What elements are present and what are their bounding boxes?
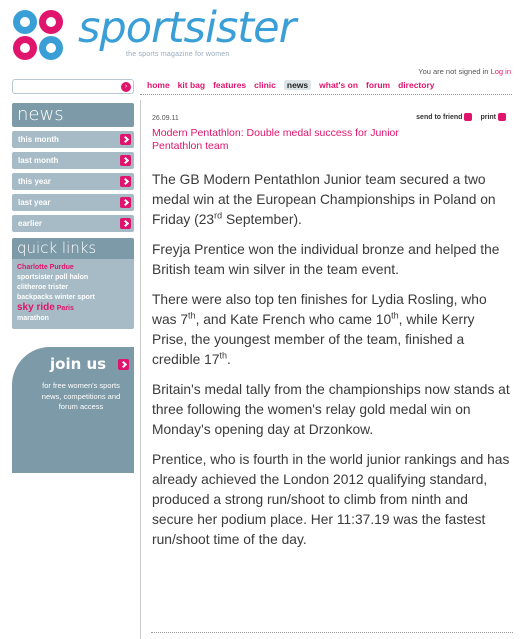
signin-status <box>418 67 511 76</box>
sidebar-title: news <box>12 103 134 127</box>
quick-links-title: quick links <box>12 238 134 259</box>
article-panel <box>140 100 514 639</box>
superscript: th <box>188 310 196 321</box>
nav-features[interactable]: features <box>213 80 247 90</box>
print-button[interactable] <box>480 113 506 121</box>
arrow-icon <box>120 197 131 208</box>
quick-link[interactable]: Charlotte Purdue <box>17 264 74 271</box>
sidebar-item-last-month[interactable] <box>12 152 134 169</box>
quick-link-sky-ride[interactable]: sky ride <box>17 302 55 313</box>
text: , and Kate French who came 10 <box>195 312 392 327</box>
search-input[interactable] <box>12 79 134 94</box>
site-tagline: the sports magazine for women <box>126 51 230 58</box>
text: There were also top ten finishes for Lydia Rosling, who was 7 <box>152 292 487 327</box>
article-date: 26.09.11 <box>152 115 179 122</box>
sidebar-item-label: last year <box>18 198 51 207</box>
quick-link-paris[interactable]: Paris <box>56 305 74 312</box>
sidebar-item-label: earlier <box>18 219 43 228</box>
quick-links-list <box>12 259 134 329</box>
sidebar-item-label: this month <box>18 135 59 144</box>
search-go-icon[interactable]: › <box>121 82 131 92</box>
article-headline: Modern Pentathlon: Double medal success for Junior Pentathlon team <box>152 127 399 152</box>
superscript: rd <box>214 210 223 221</box>
quick-link-marathon[interactable]: marathon <box>17 315 49 322</box>
sidebar-item-earlier[interactable] <box>12 215 134 232</box>
join-us-panel[interactable] <box>12 347 134 473</box>
site-logo[interactable] <box>8 5 308 67</box>
sidebar-item-label: last month <box>18 156 59 165</box>
superscript: th <box>391 310 399 321</box>
nav-news[interactable]: news <box>284 80 311 90</box>
logo-wordmark: sportsister <box>78 3 296 53</box>
join-us-text: for free women's sports news, competitions and forum access <box>41 381 121 411</box>
print-label: print <box>480 113 496 121</box>
arrow-icon <box>120 155 131 166</box>
nav-divider <box>140 94 512 95</box>
quick-link[interactable]: sportsister poll halon <box>17 274 89 281</box>
article-paragraph: Freyja Prentice won the individual bronze and helped the British team win silver in the team event. <box>152 242 500 277</box>
sidebar <box>12 103 134 329</box>
nav-home[interactable]: home <box>147 80 170 90</box>
article-paragraph <box>152 290 510 370</box>
sidebar-item-last-year[interactable] <box>12 194 134 211</box>
nav-kit-bag[interactable]: kit bag <box>177 80 206 90</box>
article-paragraph: Britain's medal tally from the championships now stands at three following the women's relay gold medal win on Monday's opening day at Drzonkow. <box>152 382 510 437</box>
send-to-friend-label: send to friend <box>416 113 463 121</box>
signin-status-text: You are not signed in <box>418 67 489 76</box>
send-to-friend-button[interactable] <box>416 113 472 121</box>
nav-whats-on[interactable]: what's on <box>319 80 359 90</box>
login-link[interactable]: Log in <box>490 67 511 76</box>
print-icon <box>498 113 506 121</box>
nav-clinic[interactable]: clinic <box>254 80 276 90</box>
nav-forum[interactable]: forum <box>366 80 391 90</box>
mail-icon <box>464 113 472 121</box>
article-paragraph <box>152 170 510 230</box>
article-tools <box>416 113 506 121</box>
arrow-icon <box>118 359 129 370</box>
arrow-icon <box>120 218 131 229</box>
join-us-title: join us <box>50 355 107 373</box>
footer-divider <box>151 632 513 633</box>
text: September). <box>222 212 302 227</box>
flower-logo-icon <box>8 7 68 63</box>
nav-directory[interactable]: directory <box>398 80 435 90</box>
superscript: th <box>219 350 228 361</box>
text: , while Kerry Prise, the youngest member of the team, finished a credible 17 <box>152 312 475 367</box>
arrow-icon <box>120 134 131 145</box>
article-paragraph: Prentice, who is fourth in the world junior rankings and has already achieved the London 2012 qualifying standard, produced a strong run/shoot to climb from ninth and secure her podium place. Her 11:37.19 was the fastest run/shoot time of the day. <box>152 452 510 547</box>
sidebar-item-this-year[interactable] <box>12 173 134 190</box>
quick-link[interactable]: backpacks winter sport <box>17 294 95 301</box>
sidebar-item-this-month[interactable] <box>12 131 134 148</box>
arrow-icon <box>120 176 131 187</box>
text: . <box>227 352 231 367</box>
quick-link[interactable]: clitheroe trister <box>17 284 68 291</box>
article-body <box>152 170 510 560</box>
text: The GB Modern Pentathlon Junior team secured a two medal win at the European Championships in Poland on Friday (23 <box>152 172 496 227</box>
sidebar-item-label: this year <box>18 177 51 186</box>
top-navigation <box>147 80 434 90</box>
